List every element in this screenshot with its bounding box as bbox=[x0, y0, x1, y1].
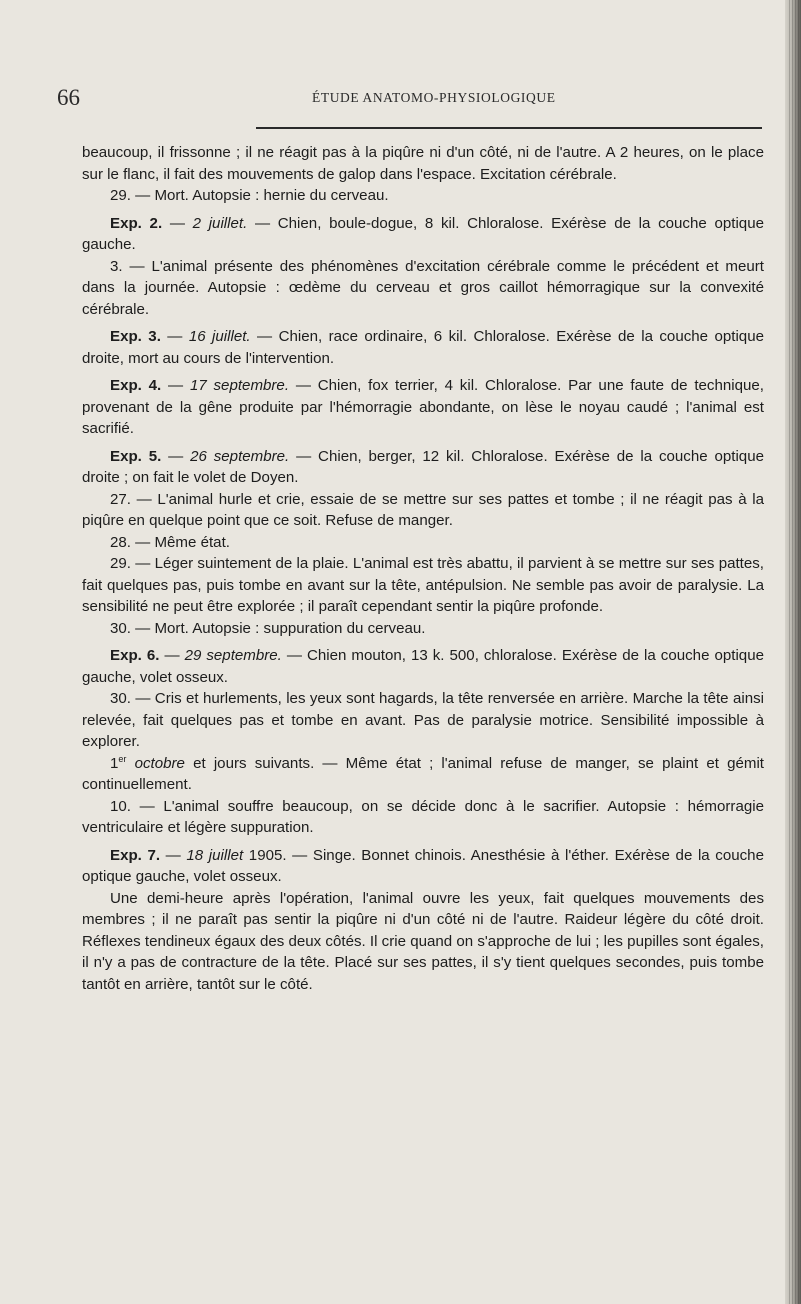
page-number: 66 bbox=[57, 85, 80, 110]
experiment-label: Exp. 7. bbox=[110, 846, 161, 864]
paragraph-exp-2: Exp. 2. — 2 juillet. — Chien, boule-dogue, 8 kil. Chloralose. Exérèse de la couche optique gauche. bbox=[82, 214, 764, 253]
paragraph-day-3: 3. — L'animal présente des phénomènes d'excitation cérébrale comme le précédent et meurt dans la journée. Autopsie : œdème du cerveau et gros caillot hémorragique sur la convexité cérébrale. bbox=[82, 257, 764, 318]
experiment-label: Exp. 3. bbox=[110, 328, 161, 345]
paragraph-exp-7: Exp. 7. — 18 juillet 1905. — Singe. Bonnet chinois. Anesthésie à l'éther. Exérèse de la couche optique gauche, volet osseux. bbox=[82, 846, 764, 885]
paragraph-exp-4: Exp. 4. — 17 septembre. — Chien, fox terrier, 4 kil. Chloralose. Par une faute de technique, provenant de la gêne produite par l'hémorragie abondante, on lèse le noyau caudé ; l'animal est sacrifié. bbox=[82, 377, 764, 437]
experiment-label: Exp. 4. bbox=[110, 377, 162, 394]
paragraph-day-30b: 30. — Cris et hurlements, les yeux sont hagards, la tête renversée en arrière. Marche la tête ainsi relevée, fait quelques pas et tombe en avant. Pas de paralysie motrice. Sensibilité impossible à explorer. bbox=[82, 690, 764, 750]
experiment-date: 17 septembre. bbox=[189, 377, 290, 394]
experiment-label: Exp. 5. bbox=[110, 447, 162, 465]
paragraph-day-10: 10. — L'animal souffre beaucoup, on se décide donc à le sacrifier. Autopsie : hémorragie ventriculaire et légère suppuration. bbox=[82, 797, 764, 836]
paragraph-continuation: beaucoup, il frissonne ; il ne réagit pas à la piqûre ni d'un côté, ni de l'autre. A 2 heures, on le place sur le flanc, il fait des mouvements de galop dans l'espace. Excitation cérébrale. bbox=[82, 144, 764, 183]
paragraph-half-hour: Une demi-heure après l'opération, l'animal ouvre les yeux, fait quelques mouvements des membres ; il ne paraît pas sentir la piqûre ni d'un côté ni de l'autre. Raideur légère du côté droit. Réflexes tendineux égaux des deux côtés. Il crie quand on s'approche de lui ; les pupilles sont égales, il n'y a pas de contracture de la tête. Placé sur ses pattes, il s'y tient quelques secondes, puis tombe tantôt en arrière, tantôt sur le côté. bbox=[82, 889, 764, 993]
paragraph-day-28: 28. — Même état. bbox=[110, 533, 230, 551]
paragraph-day-30: 30. — Mort. Autopsie : suppuration du cerveau. bbox=[110, 619, 426, 637]
paragraph-exp-6: Exp. 6. — 29 septembre. — Chien mouton, 13 k. 500, chloralose. Exérèse de la couche optique gauche, volet osseux. bbox=[82, 647, 764, 686]
experiment-label: Exp. 6. bbox=[110, 647, 160, 664]
experiment-label: Exp. 2. bbox=[110, 214, 163, 232]
page-edge-lines bbox=[789, 0, 799, 1304]
experiment-date: 26 septembre. bbox=[190, 447, 290, 465]
experiment-date: 18 juillet bbox=[186, 846, 244, 864]
paragraph-day-1-octobre: 1er octobre et jours suivants. — Même état ; l'animal refuse de manger, se plaint et gémit continuellement. bbox=[82, 753, 764, 793]
paragraph-day-29b: 29. — Léger suintement de la plaie. L'animal est très abattu, il parvient à se mettre sur ses pattes, fait quelques pas, puis tombe en avant sur la tête, antépulsion. Ne semble pas avoir de paralysie. La sensibilité ne peut être explorée ; il paraît cependant sentir la piqûre profonde. bbox=[82, 555, 764, 615]
paragraph-day-29: 29. — Mort. Autopsie : hernie du cerveau. bbox=[110, 187, 389, 204]
experiment-date: 29 septembre. bbox=[184, 647, 282, 664]
body-text bbox=[82, 142, 764, 995]
paragraph-day-27: 27. — L'animal hurle et crie, essaie de se mettre sur ses pattes et tombe ; il ne réagit pas à la piqûre en quelque point que ce soit. Refuse de manger. bbox=[82, 490, 764, 529]
experiment-date: 2 juillet. bbox=[192, 214, 248, 232]
header-rule bbox=[256, 127, 762, 129]
paragraph-exp-3: Exp. 3. — 16 juillet. — Chien, race ordinaire, 6 kil. Chloralose. Exérèse de la couche optique droite, mort au cours de l'intervention. bbox=[82, 328, 764, 367]
running-head: ÉTUDE ANATOMO-PHYSIOLOGIQUE bbox=[312, 90, 556, 105]
experiment-date: 16 juillet. bbox=[188, 328, 251, 345]
experiment-date: octobre bbox=[134, 754, 185, 772]
paragraph-exp-5: Exp. 5. — 26 septembre. — Chien, berger, 12 kil. Chloralose. Exérèse de la couche optique droite ; on fait le volet de Doyen. bbox=[82, 447, 764, 486]
